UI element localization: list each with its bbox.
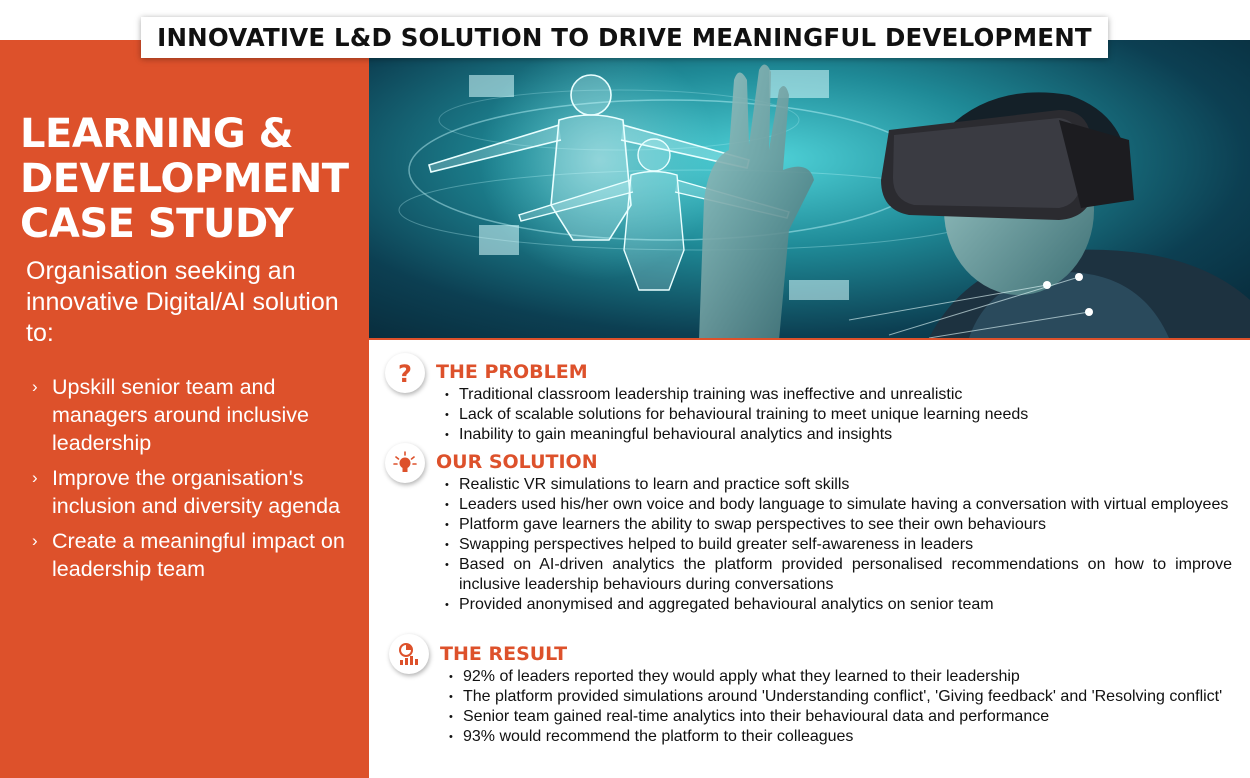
list-item: • 92% of leaders reported they would apply what they learned to their leadership xyxy=(449,667,1232,687)
list-item xyxy=(32,464,352,520)
chevron-right-icon: › xyxy=(32,377,38,396)
list-item: • Lack of scalable solutions for behavioural training to meet unique learning needs xyxy=(445,405,1235,425)
chevron-right-icon: › xyxy=(32,531,38,550)
list-item: • 93% would recommend the platform to their colleagues xyxy=(449,727,1232,747)
title-line: LEARNING & xyxy=(20,111,294,157)
title-line: DEVELOPMENT xyxy=(20,156,349,202)
list-item: • The platform provided simulations around 'Understanding conflict', 'Giving feedback' and 'Resolving conflict' xyxy=(449,687,1232,707)
vr-hologram-illustration xyxy=(369,40,1250,338)
list-item: • Platform gave learners the ability to swap perspectives to see their own behaviours xyxy=(445,515,1232,535)
list-item: • Leaders used his/her own voice and body language to simulate having a conversation with virtual employees xyxy=(445,495,1232,515)
list-item xyxy=(32,373,352,457)
page-banner xyxy=(141,17,1108,58)
content-area xyxy=(369,340,1250,778)
analytics-icon xyxy=(389,634,429,674)
list-item xyxy=(32,527,352,583)
left-panel xyxy=(0,40,369,778)
intro-text: Organisation seeking an innovative Digital/AI solution to: xyxy=(26,257,339,347)
list-item: • Realistic VR simulations to learn and practice soft skills xyxy=(445,475,1232,495)
objectives-list xyxy=(32,373,352,590)
lightbulb-icon xyxy=(385,443,425,483)
list-item: • Based on AI-driven analytics the platform provided personalised recommendations on how to improve inclusive leadership behaviours during conversations xyxy=(445,555,1232,595)
list-item-text: Improve the organisation's inclusion and diversity agenda xyxy=(52,466,341,518)
problem-list xyxy=(445,385,1235,445)
svg-text:?: ? xyxy=(398,360,412,386)
result-list xyxy=(449,667,1232,747)
banner-title: INNOVATIVE L&D SOLUTION TO DRIVE MEANINGFUL DEVELOPMENT xyxy=(157,23,1092,52)
problem-heading: THE PROBLEM xyxy=(436,361,588,383)
list-item-text: Create a meaningful impact on leadership team xyxy=(52,529,345,581)
solution-heading: OUR SOLUTION xyxy=(436,451,598,473)
list-item: • Senior team gained real-time analytics into their behavioural data and performance xyxy=(449,707,1232,727)
hero-image xyxy=(369,40,1250,338)
list-item-text: Upskill senior team and managers around inclusive leadership xyxy=(52,375,309,455)
title-line: CASE STUDY xyxy=(20,201,294,247)
result-heading: THE RESULT xyxy=(440,643,568,665)
list-item: • Inability to gain meaningful behavioural analytics and insights xyxy=(445,425,1235,445)
list-item: • Provided anonymised and aggregated behavioural analytics on senior team xyxy=(445,595,1232,615)
solution-list xyxy=(445,475,1232,615)
case-study-title xyxy=(20,112,365,247)
question-icon xyxy=(385,353,425,393)
chevron-right-icon: › xyxy=(32,468,38,487)
list-item: • Traditional classroom leadership training was ineffective and unrealistic xyxy=(445,385,1235,405)
list-item: • Swapping perspectives helped to build greater self-awareness in leaders xyxy=(445,535,1232,555)
